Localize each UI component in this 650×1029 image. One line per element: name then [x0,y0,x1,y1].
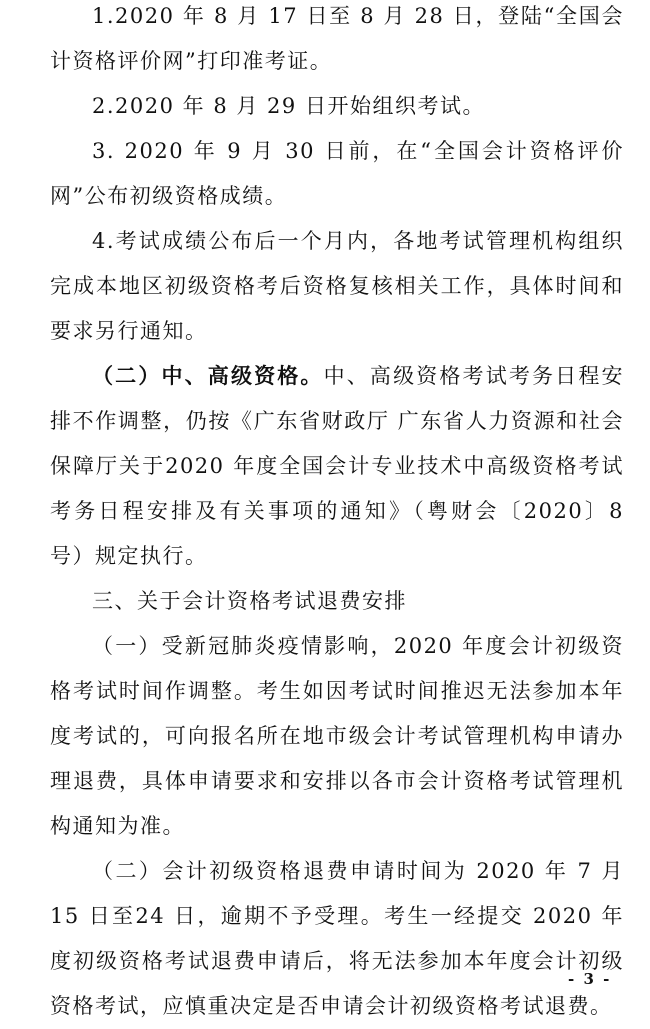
paragraph-qualification-review: 4.考试成绩公布后一个月内，各地考试管理机构组织完成本地区初级资格考后资格复核相关工作，具体时间和要求另行通知。 [50,229,624,343]
paragraph-senior-body: 中、高级资格考试考务日程安排不作调整，仍按《广东省财政厅 广东省人力资源和社会保障厅关于2020 年度全国会计专业技术中高级资格考试考务日程安排及有关事项的通知》（粤财会〔2020〕8 号）规定执行。 [50,364,625,568]
paragraph-senior-qualification [50,354,624,579]
page-number: - 3 - [568,970,612,988]
section-heading-refund: 三、关于会计资格考试退费安排 [92,589,407,613]
document-body [50,0,624,1029]
paragraph-exam-start: 2.2020 年 8 月 29 日开始组织考试。 [92,94,485,118]
paragraph-lead-heading: （二）中、高级资格。 [92,364,324,388]
paragraph-results-publish: 3. 2020 年 9 月 30 日前，在“全国会计资格评价网”公布初级资格成绩。 [50,139,624,208]
paragraph-refund-period: （二）会计初级资格退费申请时间为 2020 年 7 月 15 日至24 日，逾期不予受理。考生一经提交 2020 年度初级资格考试退费申请后，将无法参加本年度会计初级资格考试，应慎重决定是否申请会计初级资格考试退费。 [50,859,624,1018]
paragraph-admission-ticket: 1.2020 年 8 月 17 日至 8 月 28 日，登陆“全国会计资格评价网”打印准考证。 [50,4,624,73]
paragraph-refund-covid: （一）受新冠肺炎疫情影响，2020 年度会计初级资格考试时间作调整。考生如因考试时间推迟无法参加本年度考试的，可向报名所在地市级会计考试管理机构申请办理退费，具体申请要求和安排以各市会计资格考试管理机构通知为准。 [50,634,624,838]
